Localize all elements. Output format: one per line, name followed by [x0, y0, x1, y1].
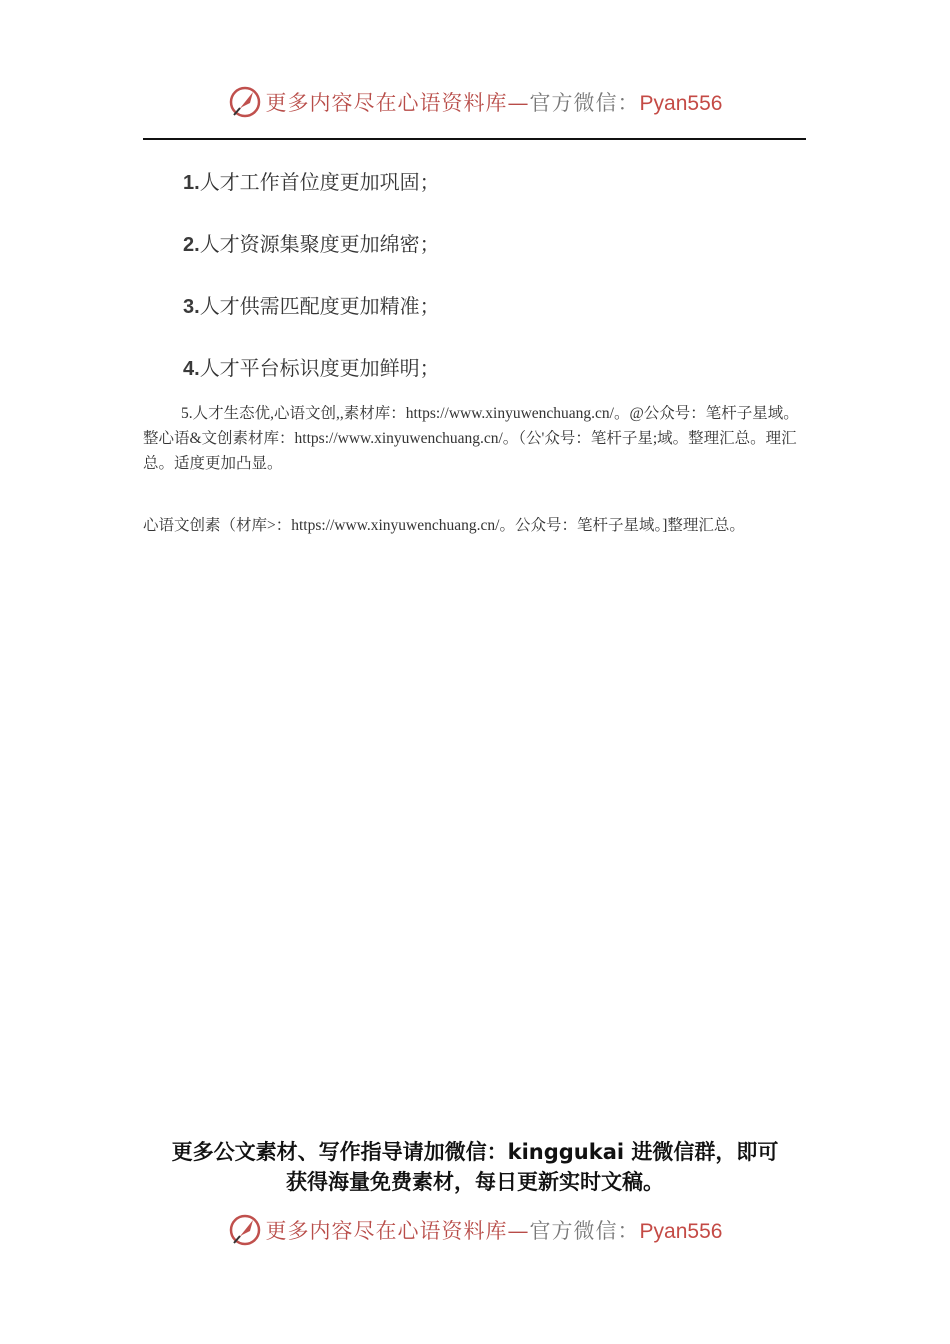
heading-text: 人才工作首位度更加巩固；	[199, 170, 440, 194]
heading-number: 2.	[183, 234, 200, 256]
heading-number: 4.	[183, 358, 200, 380]
heading-number: 3.	[183, 296, 200, 318]
header-divider	[143, 138, 806, 140]
banner-wechat-label: 官方微信：	[529, 91, 640, 115]
banner-title: 更多内容尽在心语资料库	[265, 1219, 508, 1243]
heading-text: 人才资源集聚度更加绵密；	[199, 232, 440, 256]
paragraph-5: 5.人才生态优,心语文创,,素材库：https://www.xinyuwenchuang.cn/。@公众号：笔杆子星域。整心语&文创素材库：https://www.xinyuwenchuang.cn/。（公'众号：笔杆子星;域。整理汇总。理汇总。适度更加凸显。	[143, 405, 799, 472]
heading-3	[183, 290, 440, 319]
cta-line-1: 更多公文素材、写作指导请加微信：kinggukai 进微信群，即可	[171, 1140, 779, 1164]
banner-dash: —	[507, 1219, 530, 1243]
heading-2	[183, 228, 440, 257]
quill-logo-icon	[228, 85, 262, 119]
footer-banner	[0, 1208, 950, 1252]
cta-line-2: 获得海量免费素材，每日更新实时文稿。	[286, 1170, 664, 1194]
heading-1	[183, 166, 440, 195]
paragraph-source: 心语文创素（材库>：https://www.xinyuwenchuang.cn/。公众号：笔杆子星域。]整理汇总。	[143, 517, 745, 534]
heading-text: 人才平台标识度更加鲜明；	[199, 356, 440, 380]
banner-wechat-id: Pyan556	[639, 1220, 723, 1243]
banner-title: 更多内容尽在心语资料库	[265, 91, 508, 115]
quill-logo-icon	[228, 1213, 262, 1247]
banner-dash: —	[507, 91, 530, 115]
banner-wechat-label: 官方微信：	[529, 1219, 640, 1243]
heading-4	[183, 352, 440, 381]
footer-call-to-action	[0, 1137, 950, 1197]
heading-text: 人才供需匹配度更加精准；	[199, 294, 440, 318]
heading-number: 1.	[183, 172, 200, 194]
header-banner	[0, 80, 950, 124]
banner-wechat-id: Pyan556	[639, 92, 723, 115]
